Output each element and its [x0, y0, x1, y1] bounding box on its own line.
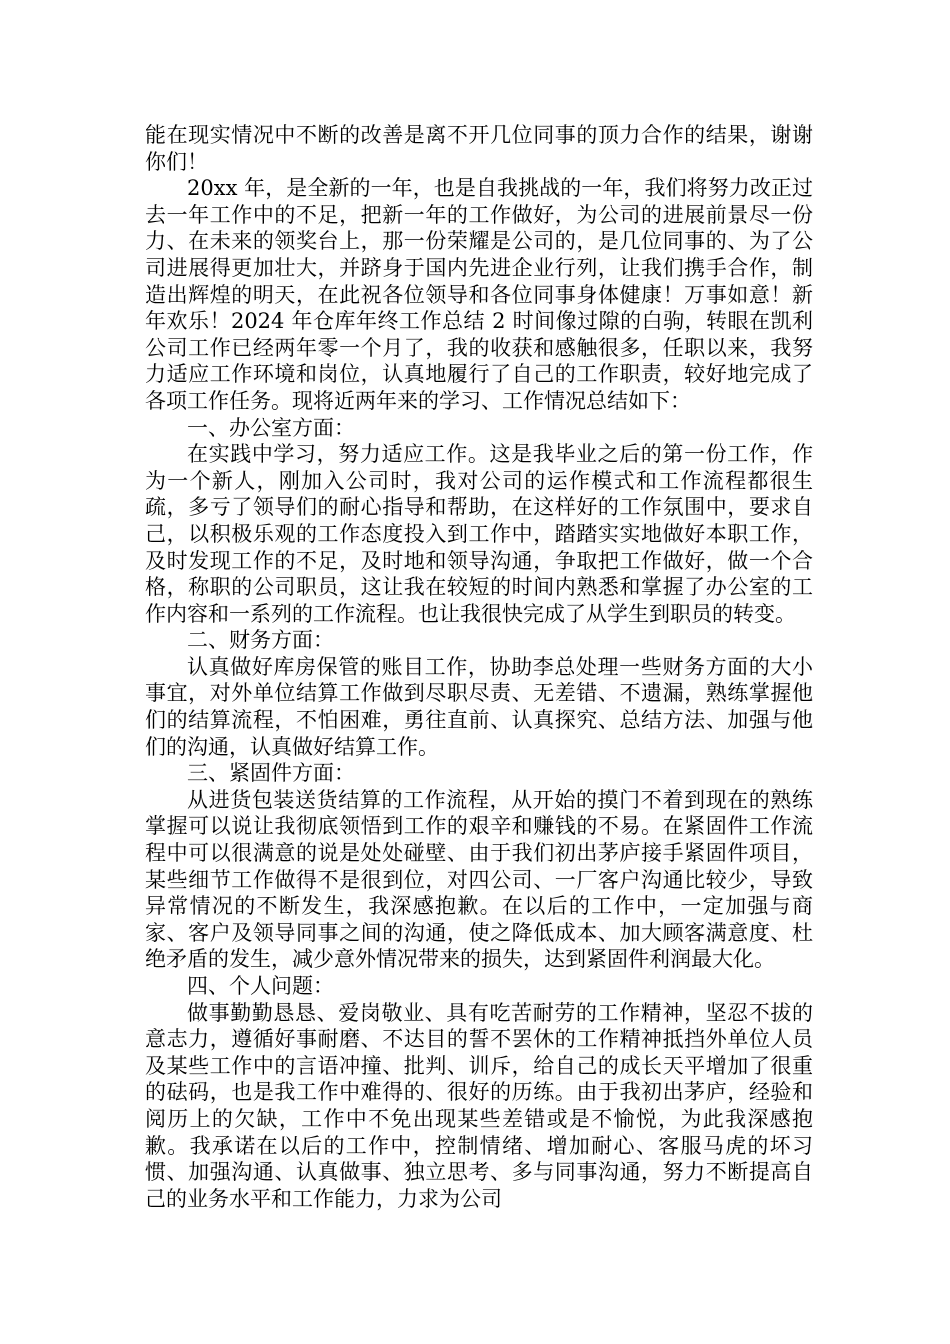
paragraph-new-year-outlook: 20xx 年，是全新的一年，也是自我挑战的一年，我们将努力改正过去一年工作中的不足，把新一年的工作做好，为公司的进展前景尽一份力、在未来的领奖台上，那一份荣耀是公司的，是几位同事的、为了公司进展得更加壮大，并跻身于国内先进企业行列，让我们携手合作，制造出辉煌的明天，在此祝各位领导和各位同事身体健康！万事如意！新年欢乐！2024 年仓库年终工作总结 2 时间像过隙的白驹，转眼在凯利公司工作已经两年零一个月了，我的收获和感触很多，任职以来，我努力适应工作环境和岗位，认真地履行了自己的工作职责，较好地完成了各项工作任务。现将近两年来的学习、工作情况总结如下：	[145, 176, 813, 413]
section-heading-office: 一、办公室方面：	[187, 415, 355, 440]
section-heading-finance: 二、财务方面：	[187, 628, 334, 653]
section-heading-personal: 四、个人问题：	[187, 974, 334, 998]
paragraph-fasteners: 从进货包装送货结算的工作流程，从开始的摸门不着到现在的熟练掌握可以说让我彻底领悟到工作的艰辛和赚钱的不易。在紧固件工作流程中可以很满意的说是处处碰壁、由于我们初出茅庐接手紧固件项目，某些细节工作做得不是很到位，对四公司、一厂客户沟通比较少，导致异常情况的不断发生，我深感抱歉。在以后的工作中，一定加强与商家、客户及领导同事之间的沟通，使之降低成本、加大顾客满意度、杜绝矛盾的发生，减少意外情况带来的损失，达到紧固件利润最大化。	[145, 787, 813, 972]
paragraph-office: 在实践中学习，努力适应工作。这是我毕业之后的第一份工作，作为一个新人，刚加入公司时，我对公司的运作模式和工作流程都很生疏，多亏了领导们的耐心指导和帮助，在这样好的工作氛围中，要求自己，以积极乐观的工作态度投入到工作中，踏踏实实地做好本职工作，及时发现工作的不足，及时地和领导沟通，争取把工作做好，做一个合格，称职的公司职员，这让我在较短的时间内熟悉和掌握了办公室的工作内容和一系列的工作流程。也让我很快完成了从学生到职员的转变。	[145, 442, 813, 626]
paragraph-personal: 做事勤勤恳恳、爱岗敬业、具有吃苦耐劳的工作精神，坚忍不拔的意志力，遵循好事耐磨、不达目的誓不罢休的工作精神抵挡外单位人员及某些工作中的言语冲撞、批判、训斥，给自己的成长天平增加了很重的砝码，也是我工作中难得的、很好的历练。由于我初出茅庐，经验和阅历上的欠缺，工作中不免出现某些差错或是不愉悦，为此我深感抱歉。我承诺在以后的工作中，控制情绪、增加耐心、客服马虎的坏习惯、加强沟通、认真做事、独立思考、多与同事沟通，努力不断提高自己的业务水平和工作能力，力求为公司	[145, 1000, 813, 1211]
document-body	[145, 122, 813, 1212]
section-heading-fasteners: 三、紧固件方面：	[187, 761, 355, 786]
paragraph-continuation: 能在现实情况中不断的改善是离不开几位同事的顶力合作的结果，谢谢你们！	[145, 123, 813, 174]
paragraph-finance: 认真做好库房保管的账目工作，协助李总处理一些财务方面的大小事宜，对外单位结算工作做到尽职尽责、无差错、不遗漏，熟练掌握他们的结算流程，不怕困难，勇往直前、认真探究、总结方法、加强与他们的沟通，认真做好结算工作。	[145, 654, 813, 759]
